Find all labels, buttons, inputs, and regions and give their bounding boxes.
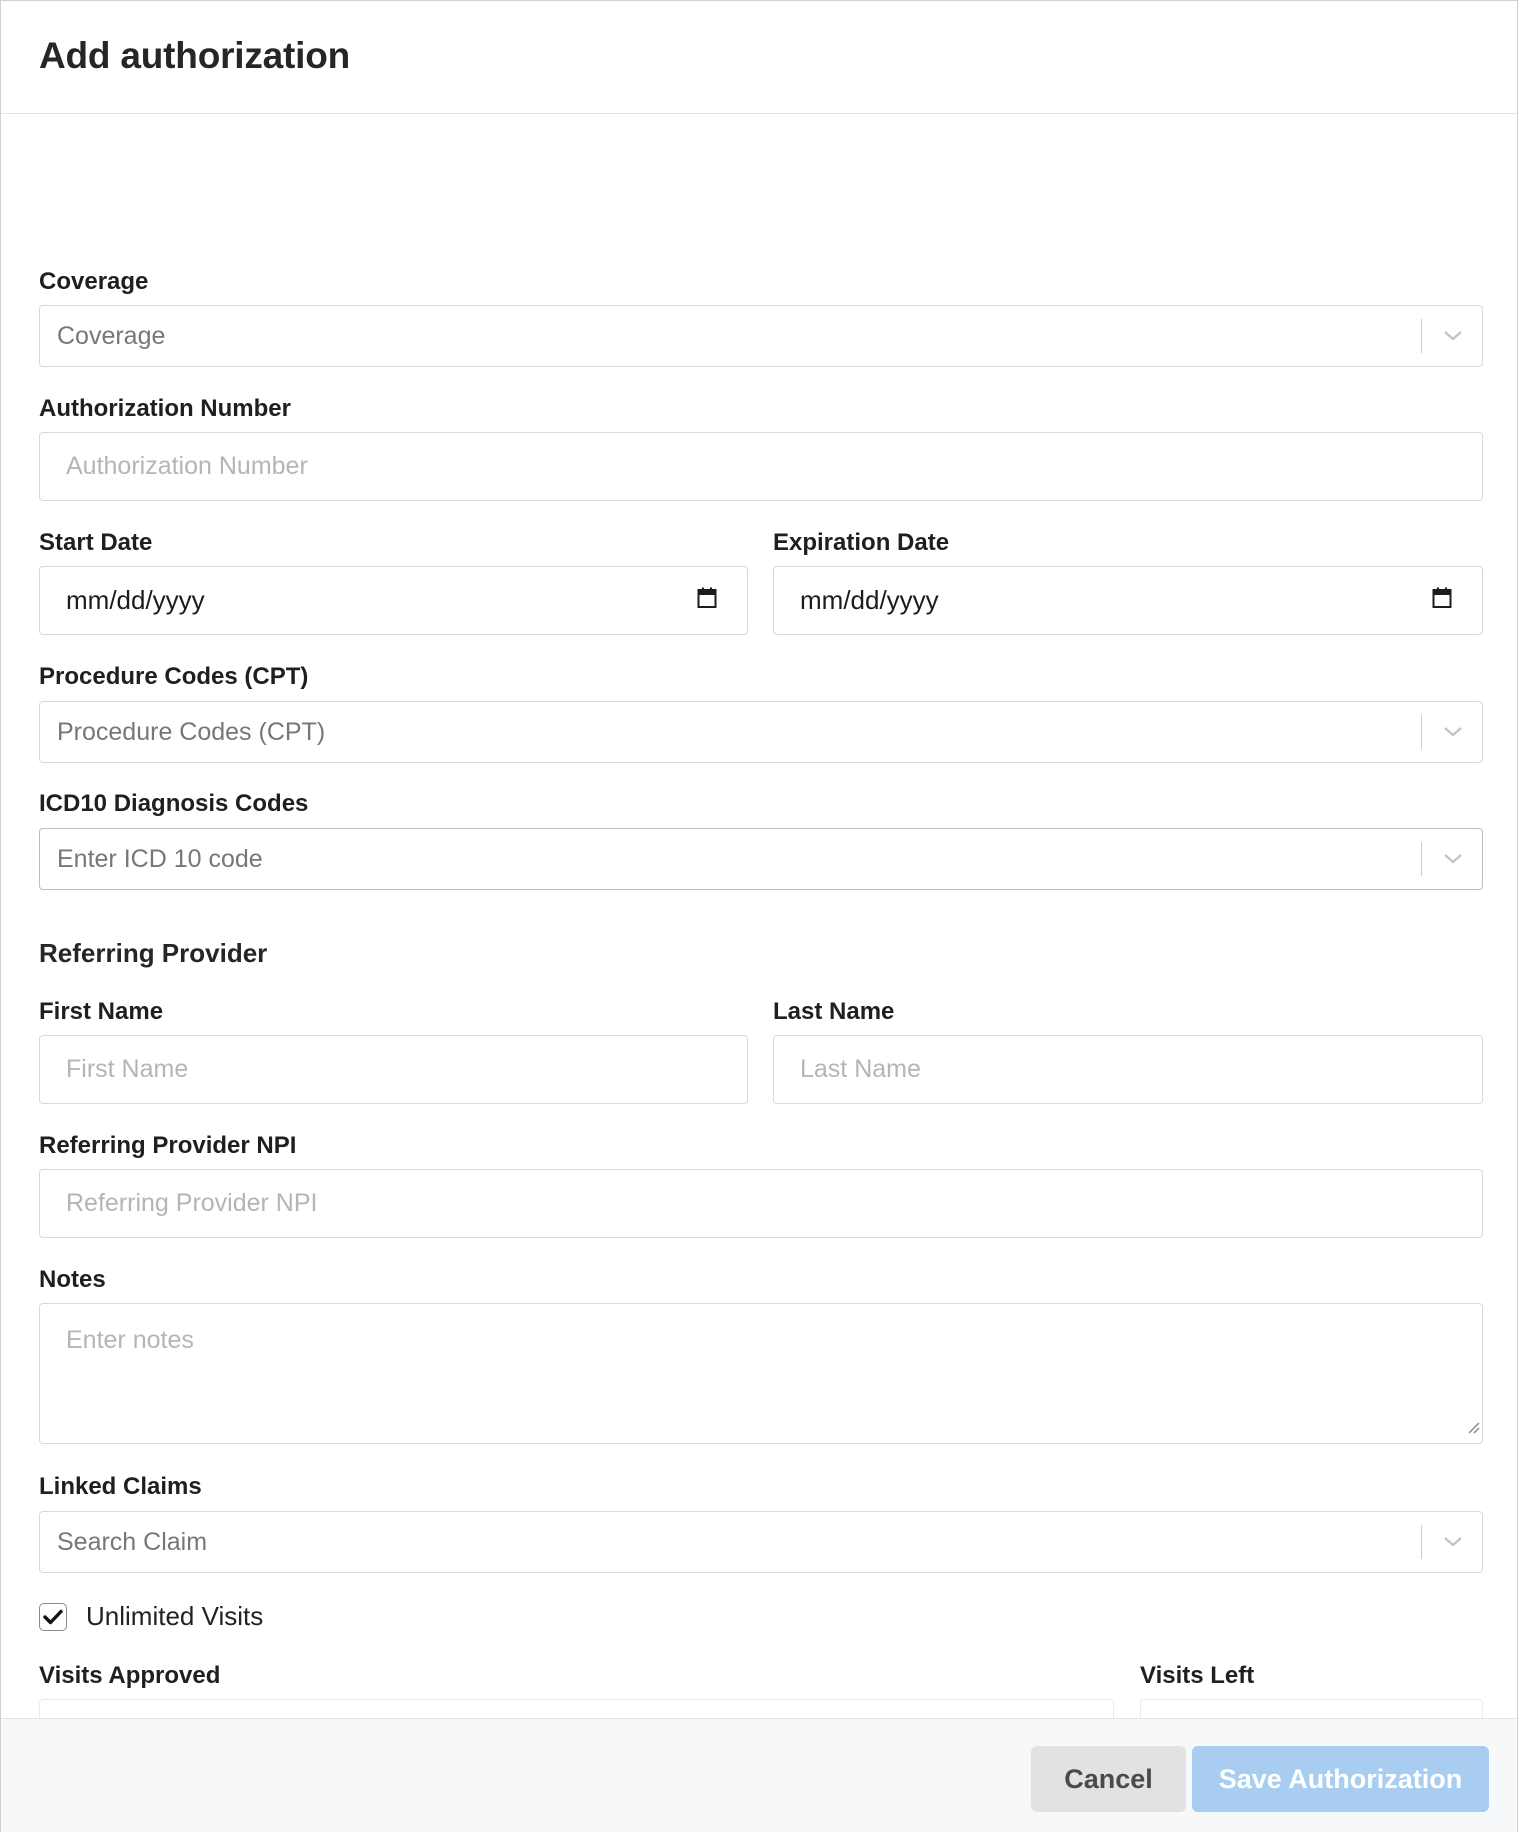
- referring-provider-npi-placeholder: Referring Provider NPI: [66, 1189, 318, 1217]
- start-date-value: mm/dd/yyyy: [66, 585, 205, 615]
- last-name-input[interactable]: [773, 1035, 1483, 1104]
- visits-approved-label: Visits Approved: [39, 1662, 221, 1689]
- expiration-date-label: Expiration Date: [773, 529, 950, 556]
- procedure-codes-placeholder: Procedure Codes (CPT): [57, 717, 326, 746]
- cancel-button[interactable]: Cancel: [1031, 1746, 1186, 1812]
- chevron-down-icon[interactable]: [1438, 853, 1468, 865]
- unlimited-visits-checkbox[interactable]: [39, 1603, 67, 1631]
- resize-handle-icon[interactable]: [1466, 1412, 1480, 1441]
- modal-title: Add authorization: [39, 35, 351, 76]
- start-date-label: Start Date: [39, 529, 153, 556]
- referring-provider-title: Referring Provider: [39, 938, 268, 968]
- authorization-number-input[interactable]: [39, 432, 1483, 501]
- linked-claims-label: Linked Claims: [39, 1473, 202, 1500]
- coverage-placeholder: Coverage: [57, 321, 166, 350]
- first-name-placeholder: First Name: [66, 1055, 189, 1083]
- expiration-date-value: mm/dd/yyyy: [800, 585, 939, 615]
- last-name-label: Last Name: [773, 998, 895, 1025]
- select-separator: [1421, 319, 1423, 353]
- unlimited-visits-label: Unlimited Visits: [86, 1601, 264, 1631]
- modal-header: [1, 1, 1517, 114]
- authorization-number-placeholder: Authorization Number: [66, 452, 308, 480]
- coverage-select[interactable]: [39, 305, 1483, 367]
- notes-textarea[interactable]: [39, 1303, 1483, 1444]
- notes-label: Notes: [39, 1266, 106, 1293]
- linked-claims-placeholder: Search Claim: [57, 1527, 208, 1556]
- modal-footer: [1, 1718, 1517, 1832]
- first-name-label: First Name: [39, 998, 164, 1025]
- unlimited-visits-row: [39, 1601, 263, 1632]
- procedure-codes-label: Procedure Codes (CPT): [39, 663, 309, 690]
- chevron-down-icon[interactable]: [1438, 330, 1468, 342]
- calendar-icon[interactable]: [697, 585, 717, 616]
- select-separator: [1421, 842, 1423, 876]
- last-name-placeholder: Last Name: [800, 1055, 921, 1083]
- save-authorization-button[interactable]: Save Authorization: [1192, 1746, 1489, 1812]
- select-separator: [1421, 1525, 1423, 1559]
- icd10-codes-label: ICD10 Diagnosis Codes: [39, 790, 309, 817]
- expiration-date-input[interactable]: [773, 566, 1483, 635]
- notes-placeholder: Enter notes: [66, 1326, 194, 1354]
- chevron-down-icon[interactable]: [1438, 726, 1468, 738]
- referring-provider-npi-label: Referring Provider NPI: [39, 1132, 297, 1159]
- start-date-input[interactable]: [39, 566, 748, 635]
- checkmark-icon: [43, 1609, 63, 1625]
- chevron-down-icon[interactable]: [1438, 1536, 1468, 1548]
- procedure-codes-select[interactable]: [39, 701, 1483, 763]
- icd10-codes-placeholder: Enter ICD 10 code: [57, 844, 263, 873]
- icd10-codes-select[interactable]: [39, 828, 1483, 890]
- select-separator: [1421, 715, 1423, 749]
- authorization-number-label: Authorization Number: [39, 395, 291, 422]
- coverage-label: Coverage: [39, 268, 149, 295]
- referring-provider-npi-input[interactable]: [39, 1169, 1483, 1238]
- visits-left-label: Visits Left: [1140, 1662, 1255, 1689]
- calendar-icon[interactable]: [1432, 585, 1452, 616]
- first-name-input[interactable]: [39, 1035, 748, 1104]
- linked-claims-select[interactable]: [39, 1511, 1483, 1573]
